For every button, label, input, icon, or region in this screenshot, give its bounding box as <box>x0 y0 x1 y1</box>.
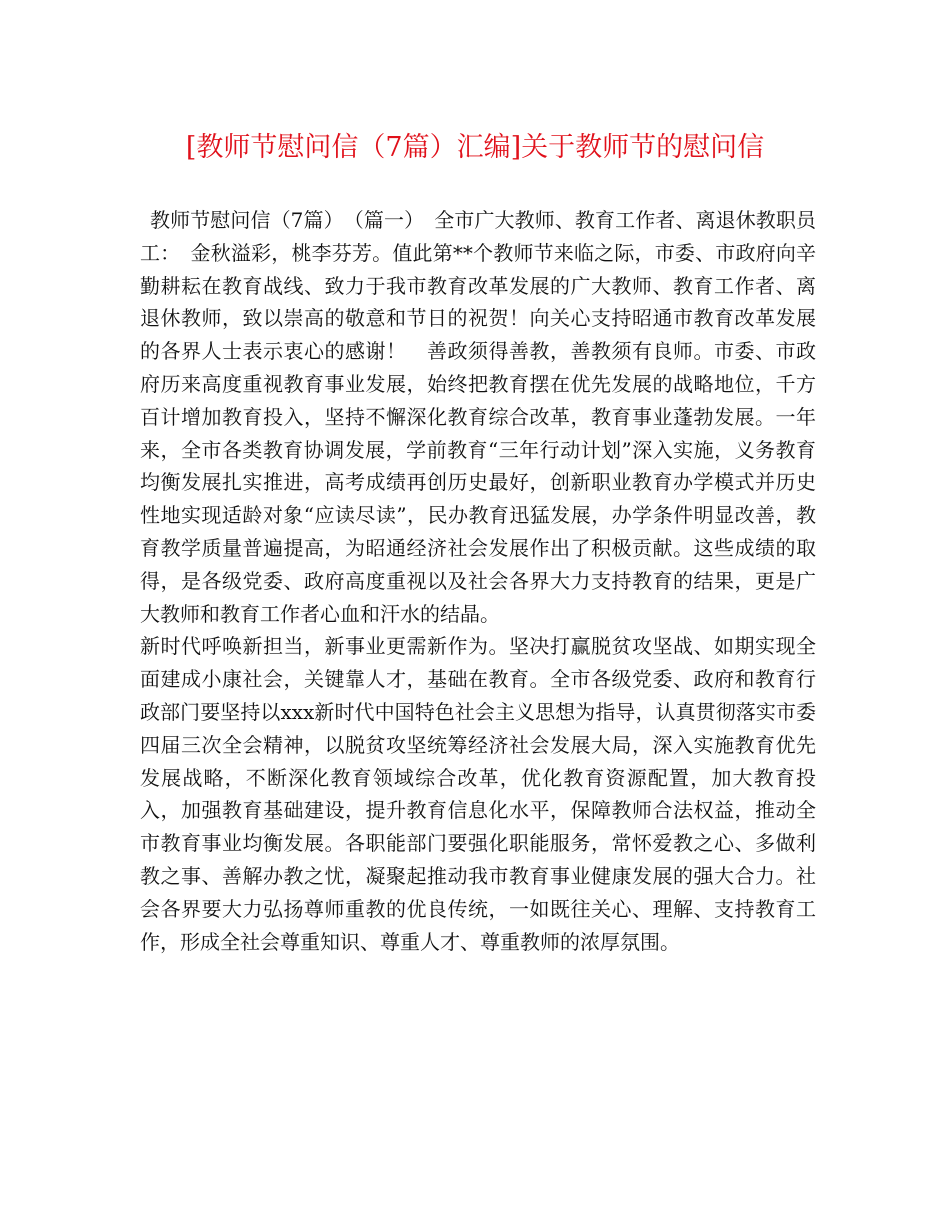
paragraph-2: 新时代呼唤新担当，新事业更需新作为。坚决打赢脱贫攻坚战、如期实现全面建成小康社会，关键靠人才，基础在教育。全市各级党委、政府和教育行政部门要坚持以xxx新时代中国特色社会主义思想为指导，认真贯彻落实市委四届三次全会精神，以脱贫攻坚统筹经济社会发展大局，深入实施教育优先发展战略，不断深化教育领域综合改革，优化教育资源配置，加大教育投入，加强教育基础建设，提升教育信息化水平，保障教师合法权益，推动全市教育事业均衡发展。各职能部门要强化职能服务，常怀爱教之心、多做利教之事、善解办教之忧，凝聚起推动我市教育事业健康发展的强大合力。社会各界要大力弘扬尊师重教的优良传统，一如既往关心、理解、支持教育工作，形成全社会尊重知识、尊重人才、尊重教师的浓厚氛围。 <box>140 634 816 954</box>
paragraph-1: 教师节慰问信（7篇） （篇一） 全市广大教师、教育工作者、离退休教职员工： 金秋溢彩，桃李芬芳。值此第**个教师节来临之际，市委、市政府向辛勤耕耘在教育战线、致力于我市教育改革发展的广大教师、教育工作者、离退休教师，致以崇高的敬意和节日的祝贺！向关心支持昭通市教育改革发展的各界人士表示衷心的感谢！ 善政须得善教，善教须有良师。市委、市政府历来高度重视教育事业发展，始终把教育摆在优先发展的战略地位，千方百计增加教育投入，坚持不懈深化教育综合改革，教育事业蓬勃发展。一年来，全市各类教育协调发展，学前教育“三年行动计划”深入实施，义务教育均衡发展扎实推进，高考成绩再创历史最好，创新职业教育办学模式并历史性地实现适龄对象“应读尽读”，民办教育迅猛发展，办学条件明显改善，教育教学质量普遍提高，为昭通经济社会发展作出了积极贡献。这些成绩的取得，是各级党委、政府高度重视以及社会各界大力支持教育的结果，更是广大教师和教育工作者心血和汗水的结晶。 <box>140 208 816 626</box>
document-title: [教师节慰问信（7篇）汇编]关于教师节的慰问信 <box>185 132 765 163</box>
document-body <box>140 204 816 958</box>
